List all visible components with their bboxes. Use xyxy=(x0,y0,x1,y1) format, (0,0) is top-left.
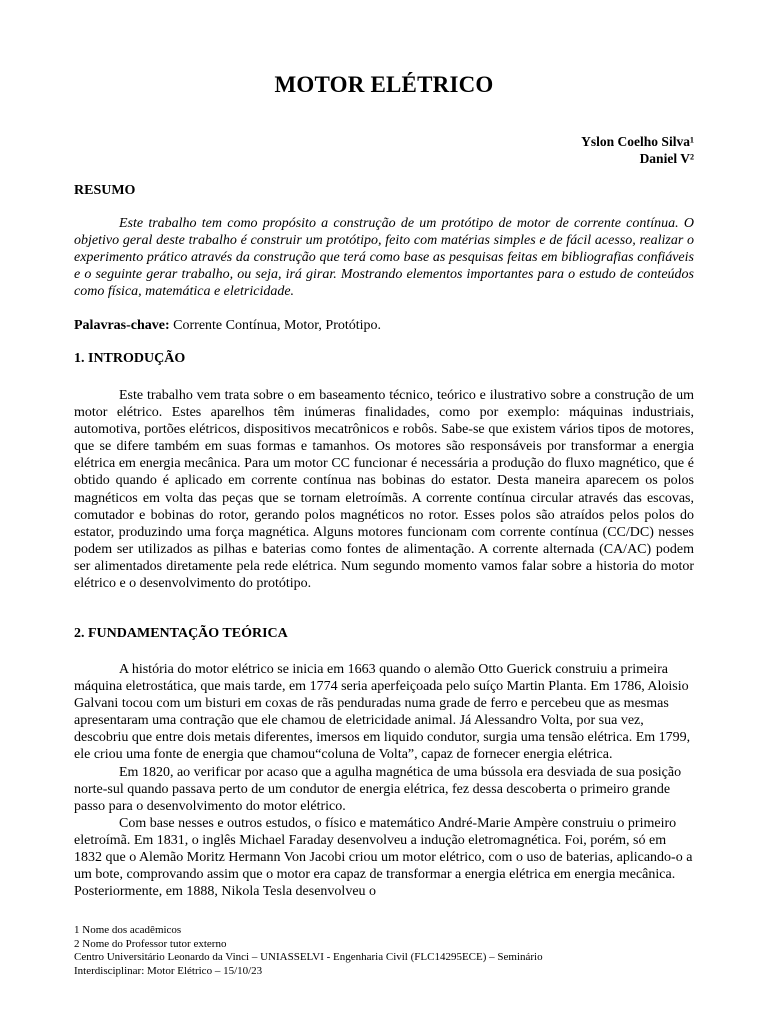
author-2: Daniel V² xyxy=(639,151,694,166)
keywords-line xyxy=(74,318,381,334)
footnotes xyxy=(74,924,694,978)
author-1: Yslon Coelho Silva¹ xyxy=(581,134,694,149)
authors-block xyxy=(581,133,694,167)
introducao-heading: 1. INTRODUÇÃO xyxy=(74,351,186,366)
fundamentacao-paragraph-1: A história do motor elétrico se inicia em 1663 quando o alemão Otto Guerick construiu a primeira máquina eletrostática, que mais tarde, em 1774 seria aperfeiçoada pelo suíço Martin Planta. Em 1786, Aloisio Galvani tocou com um bisturi em coxas de rãs penduradas numa grade de ferro e percebeu que as mesmas apresentaram uma contração que ele chamou de eletricidade animal. Já Alessandro Volta, por sua vez, descobriu que entre dois metais diferentes, imersos em liquido condutor, surgia uma tensão elétrica. Em 1799, ele criou uma fonte de energia que chamou“coluna de Volta”, capaz de fornecer energia elétrica. xyxy=(74,662,691,763)
document-title: MOTOR ELÉTRICO xyxy=(274,72,494,97)
footnote-institution: Centro Universitário Leonardo da Vinci – UNIASSELVI - Engenharia Civil (FLC14295ECE) – Seminário xyxy=(74,951,543,963)
introducao-section xyxy=(74,387,694,592)
keywords-label: Palavras-chave: xyxy=(74,318,170,333)
fundamentacao-heading: 2. FUNDAMENTAÇÃO TEÓRICA xyxy=(74,626,288,641)
introducao-text: Este trabalho vem trata sobre o em baseamento técnico, teórico e ilustrativo sobre a construção de um motor elétrico. Estes aparelhos têm inúmeras finalidades, como por exemplo: máquinas industriais, automotiva, portões elétricos, dispositivos mecatrônicos e robôs. Sabe-se que existem vários tipos de motores, que se difere também em suas formas e tamanhos. Os motores são responsáveis por transformar a energia elétrica em energia mecânica. Para um motor CC funcionar é necessária a produção do fluxo magnético, que é obtido quando é aplicado em corrente contínua nas bobinas do estator. Desta maneira aparecem os polos magnéticos em volta das peças que se tornam eletroímãs. A corrente contínua circular através das escovas, comutador e bobinas do rotor, gerando polos magnéticos no rotor. Esses polos são atraídos pelos polos do estator, produzindo uma força magnética. Alguns motores funcionam com corrente contínua (CC/DC) nesses podem ser utilizados as pilhas e baterias como fontes de alimentação. A corrente alternada (CA/AC) podem ser alimentados diretamente pela rede elétrica. Num segundo momento vamos falar sobre a historia do motor elétrico e o desenvolvimento do protótipo. xyxy=(74,388,694,592)
footnote-1: 1 Nome dos acadêmicos xyxy=(74,924,182,936)
resumo-heading: RESUMO xyxy=(74,183,136,198)
footnote-seminar: Interdisciplinar: Motor Elétrico – 15/10/23 xyxy=(74,964,263,977)
footnote-2: 2 Nome do Professor tutor externo xyxy=(74,937,227,950)
fundamentacao-paragraph-2: Em 1820, ao verificar por acaso que a agulha magnética de uma bússola era desviada de sua posição norte-sul quando passava perto de um condutor de energia elétrica, fez dessa descoberta o primeiro grande passo para o desenvolvimento do motor elétrico. xyxy=(74,764,682,814)
fundamentacao-paragraph-3: Com base nesses e outros estudos, o físico e matemático André-Marie Ampère construiu o primeiro eletroímã. Em 1831, o inglês Michael Faraday desenvolveu a indução eletromagnética. Foi, porém, só em 1832 que o Alemão Moritz Hermann Von Jacobi criou um motor elétrico, com o uso de baterias, aplicando-o a um bote, comprovando assim que o motor era capaz de transformar a energia elétrica em energia mecânica. Posteriormente, em 1888, Nikola Tesla desenvolveu o xyxy=(74,815,693,900)
fundamentacao-section xyxy=(74,661,694,900)
resumo-text: Este trabalho tem como propósito a construção de um protótipo de motor de corrente contínua. O objetivo geral deste trabalho é construir um protótipo, feito com matérias simples e de fácil acesso, realizar o experimento prático através da construção que terá como base as pesquisas feitas em bibliografias confiáveis e o seguinte gerar trabalho, ou seja, irá girar. Mostrando elementos importantes para o estudo de conteúdos como física, matemática e eletricidade. xyxy=(74,216,694,300)
keywords-text: Corrente Contínua, Motor, Protótipo. xyxy=(169,318,382,333)
resumo-section xyxy=(74,215,694,300)
